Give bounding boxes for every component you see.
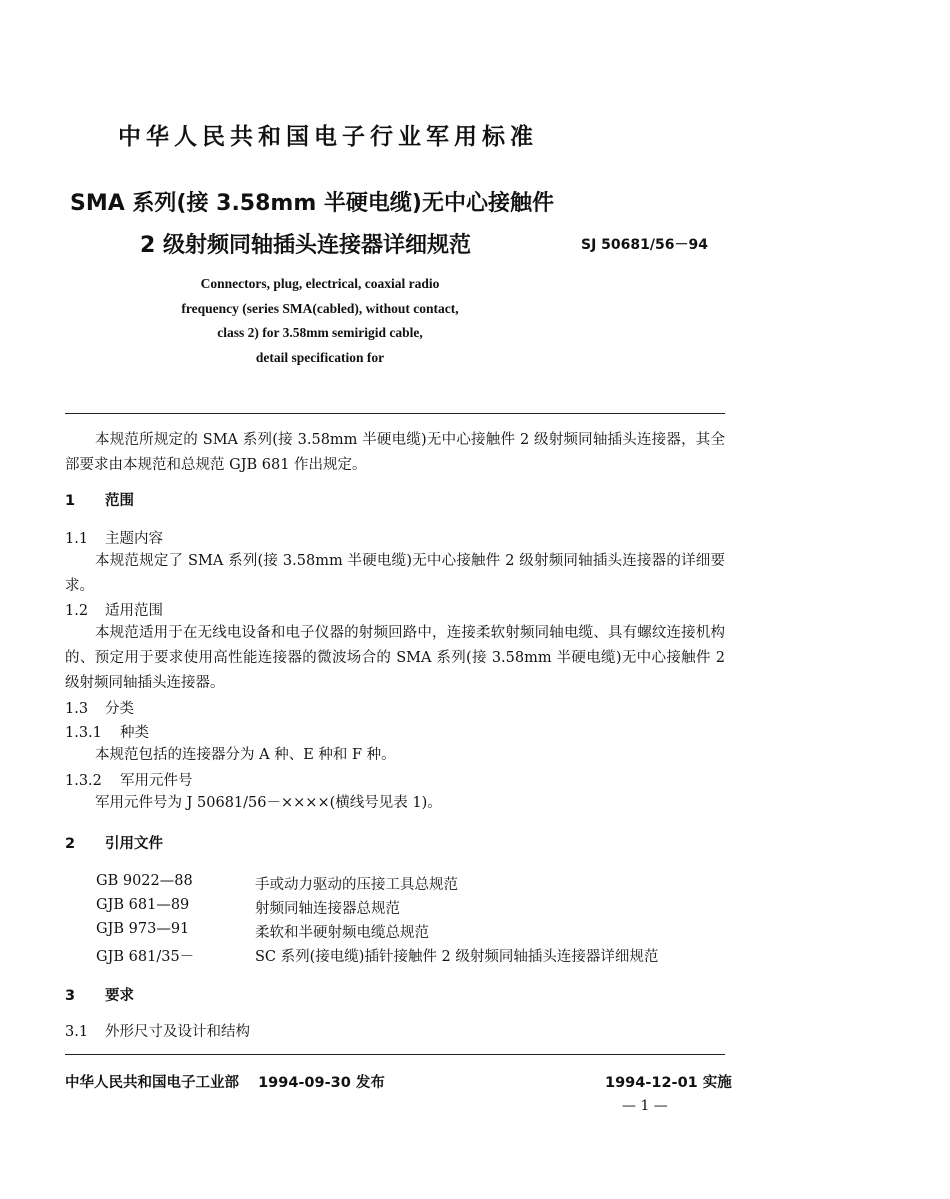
intro-paragraph: 本规范所规定的 SMA 系列(接 3.58mm 半硬电缆)无中心接触件 2 级射频同轴插头连接器，其全部要求由本规范和总规范 GJB 681 作出规定。 xyxy=(65,432,725,473)
reference-code: GJB 681/35－ xyxy=(96,949,195,965)
section-title: 主题内容 xyxy=(105,531,163,547)
section-number: 2 xyxy=(65,836,76,852)
english-title-line: class 2) for 3.58mm semirigid cable, xyxy=(217,325,423,340)
section-3-heading xyxy=(65,984,134,1005)
section-1-1-heading xyxy=(65,527,163,548)
section-title: 军用元件号 xyxy=(120,773,193,789)
section-1-heading xyxy=(65,489,134,510)
section-1-2-body: 本规范适用于在无线电设备和电子仪器的射频回路中，连接柔软射频同轴电缆、具有螺纹连接机构的、预定用于要求使用高性能连接器的微波场合的 SMA 系列(接 3.58mm 半硬电缆)无中心接触件 2 级射频同轴插头连接器。 xyxy=(65,625,725,691)
document-title-line1: SMA 系列(接 3.58mm 半硬电缆)无中心接触件 xyxy=(70,191,554,216)
section-1-3-1-body: 本规范包括的连接器分为 A 种、E 种和 F 种。 xyxy=(95,747,396,763)
reference-code: GJB 681—89 xyxy=(96,897,190,913)
reference-title: 射频同轴连接器总规范 xyxy=(255,901,400,917)
section-1-3-2-heading xyxy=(65,769,193,790)
section-3-1-heading xyxy=(65,1020,250,1041)
english-title-line: detail specification for xyxy=(255,349,385,365)
section-title: 分类 xyxy=(105,701,134,717)
section-title: 引用文件 xyxy=(105,836,163,852)
effective-date: 1994-12-01 实施 xyxy=(605,1075,732,1091)
issuer-and-issue-date xyxy=(65,1071,385,1092)
reference-title: 柔软和半硬射频电缆总规范 xyxy=(255,925,429,941)
section-number: 1 xyxy=(65,493,76,509)
top-divider xyxy=(65,413,725,414)
section-title: 要求 xyxy=(105,988,134,1004)
section-1-2-heading xyxy=(65,599,163,620)
section-number: 1.2 xyxy=(65,603,89,619)
standard-code: SJ 50681/56－94 xyxy=(581,237,708,253)
reference-title: SC 系列(接电缆)插针接触件 2 级射频同轴插头连接器详细规范 xyxy=(255,949,659,965)
section-2-heading xyxy=(65,832,163,853)
reference-title: 手或动力驱动的压接工具总规范 xyxy=(255,877,458,893)
section-1-3-heading xyxy=(65,697,134,718)
section-number: 1.3.1 xyxy=(65,725,102,741)
document-title-line2: 2 级射频同轴插头连接器详细规范 xyxy=(140,233,471,258)
reference-code: GJB 973—91 xyxy=(96,921,190,937)
section-number: 1.1 xyxy=(65,531,89,547)
section-number: 1.3 xyxy=(65,701,89,717)
section-number: 3 xyxy=(65,988,76,1004)
section-title: 种类 xyxy=(120,725,149,741)
english-title-line: Connectors, plug, electrical, coaxial radio xyxy=(200,276,440,291)
section-number: 1.3.2 xyxy=(65,773,102,789)
section-1-3-2-body: 军用元件号为 J 50681/56－××××(横线号见表 1)。 xyxy=(95,795,442,811)
issuer: 中华人民共和国电子工业部 xyxy=(65,1075,239,1091)
section-title: 适用范围 xyxy=(105,603,163,619)
english-title-line: frequency (series SMA(cabled), without contact, xyxy=(181,300,459,316)
footer-divider xyxy=(65,1054,725,1055)
section-1-1-body: 本规范规定了 SMA 系列(接 3.58mm 半硬电缆)无中心接触件 2 级射频同轴插头连接器的详细要求。 xyxy=(65,553,725,594)
section-1-3-1-heading xyxy=(65,721,149,742)
standard-category-title: 中华人民共和国电子行业军用标准 xyxy=(118,124,538,150)
reference-code: GB 9022—88 xyxy=(96,873,193,889)
page-number: — 1 — xyxy=(622,1098,668,1114)
section-title: 范围 xyxy=(105,493,134,509)
section-number: 3.1 xyxy=(65,1024,89,1040)
issue-date: 1994-09-30 发布 xyxy=(258,1075,385,1091)
english-title xyxy=(120,272,520,370)
section-title: 外形尺寸及设计和结构 xyxy=(105,1024,250,1040)
